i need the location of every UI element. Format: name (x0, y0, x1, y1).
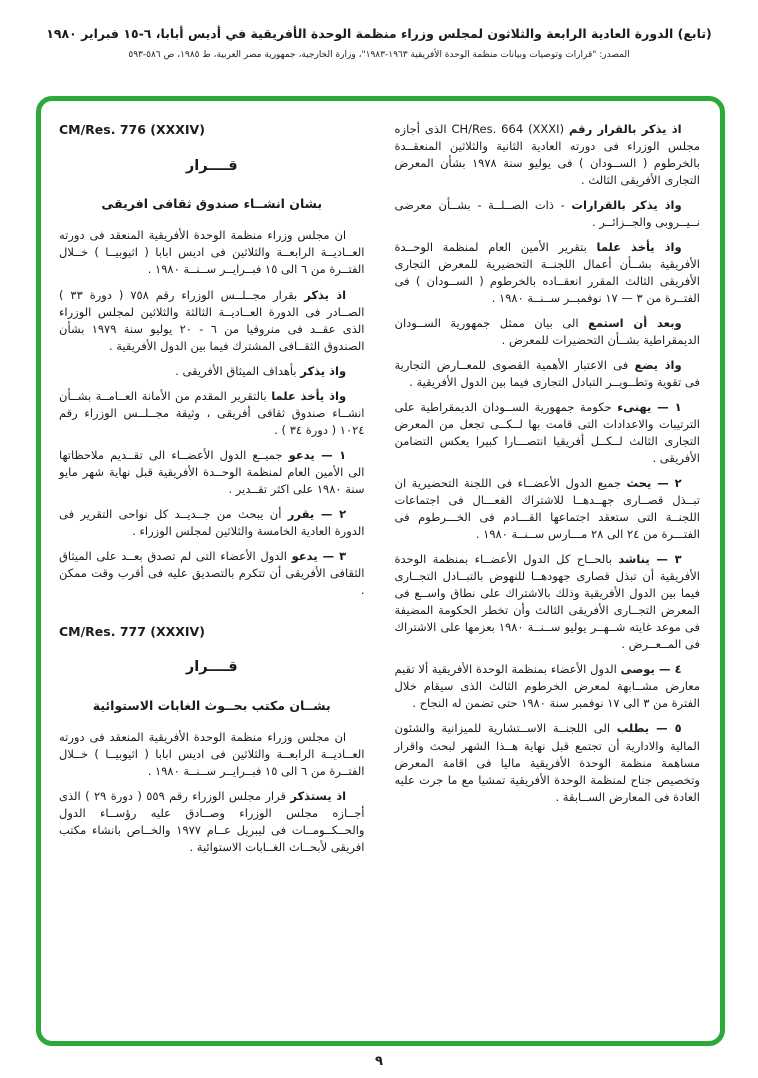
paragraph-with-resolution-ref: اذ يذكر بالقرار رقم CH/Res. 664 (XXXI) الذى أجازه مجلس الوزراء فى دورته العادية الثانية والثلاثين المنعقــدة بالخرطوم ( الســودان ) فى يوليو سنة ١٩٧٨ بشأن المعرض التجارى الأفريقى الثالث . (394, 122, 700, 188)
paragraph: ان مجلس وزراء منظمة الوحدة الأفريقية المنعقد فى دورته العــاديــة الرابعــة والثلاثين فى اديس ابابا ( اثيوبيــا ) خــلال الفتــرة من ٦ الى ١٥ فبــرايــر ســنــة ١٩٨٠ . (59, 730, 365, 779)
numbered-item-3: ٣ — يدعو الدول الأعضاء التى لم تصدق بعــد على الميثاق الثقافى الأفريقى أن تتكرم بالتصديق عليه فى أقرب وقت ممكن . (59, 548, 365, 597)
paragraph: واذ يأخذ علما بتقرير الأمين العام لمنظمة الوحــدة الأفريقية بشــأن أعمال اللجنــة التحضيرية للمعرض التجارى الأفريقى الثالث المقرر انعقــاده بالخرطوم ( الســودان ) فى الفتــرة من ٣ — ١٧ نوفمبــر ســنــة ١٩٨٠ . (394, 240, 700, 306)
resolution-777-ref: CM/Res. 777 (XXXIV) (59, 623, 205, 639)
numbered-item-2: ٢ — يقرر أن يبحث من جــديــد كل نواحى التقرير فى الدورة العادية الخامسة والثلاثين لمجلس الوزراء . (59, 506, 365, 538)
left-column (59, 121, 365, 1029)
resolution-776-subject: بشان انشــاء صندوق ثقافى افريقى (101, 195, 323, 211)
numbered-item-1: ١ — يدعو جميــع الدول الأعضــاء الى تقــديم ملاحظاتها الى الأمين العام لمنظمة الوحــدة الأفريقية قبل نهاية شهر مايو سنة ١٩٨٠ على اكثر تقــدير . (59, 447, 365, 496)
paragraph: ان مجلس وزراء منظمة الوحدة الأفريقية المنعقد فى دورته العــاديــة الرابعــة والثلاثين فى اديس ابابا ( اثيوبيــا ) خــلال الفتــرة من ٦ الى ١٥ فبــرايــر ســنــة ١٩٨٠ . (59, 228, 365, 277)
page-header (0, 0, 758, 60)
paragraph: واذ يضع فى الاعتبار الأهمية القصوى للمعــارض التجارية فى تقوية وتطــويــر التبادل التجارى فيما بين الدول الأفريقية . (394, 358, 700, 390)
resolution-776-ref: CM/Res. 776 (XXXIV) (59, 122, 205, 137)
paragraph: واذ يأخذ علما بالتقرير المقدم من الأمانة العــامــة بشــأن انشــاء صندوق ثقافى أفريقى ، وثيقة مجــلــس الوزراء رقم ١٠٢٤ ( دورة ٣٤ ) . (59, 388, 365, 437)
resolution-776-title: قــــرار (185, 157, 238, 174)
green-border-frame (36, 96, 725, 1046)
numbered-item-3: ٣ — يناشد بالحــاح كل الدول الأعضــاء بمنظمة الوحدة الأفريقية أن تبذل قصارى جهودهــا للنهوض بالتبــادل التجــارى فيما بين الدول الأفريقية وذلك بالاشتراك على نطاق واســع فى المعرض التجــارى الأفريقى الثالث وأن تخطر الحكومة المضيفة فى موعد غايته شــهــر يوليو ســنــة ١٩٨٠ بعزمها على الاشتراك فى المــعــرض . (394, 552, 700, 652)
document-source-line: المصدر: "قرارات وتوصيات وبيانات منظمة الوحدة الأفريقية ١٩٦٣-١٩٨٣"، وزارة الخارجية، جمهورية مصر العربية، ط ١٩٨٥، ص ٥٨٦-٥٩٣ (128, 50, 630, 60)
document-title: (تابع) الدورة العادية الرابعة والثلاثون لمجلس وزراء منظمة الوحدة الأفريقية في أديس أبابا، ٦-١٥ فبراير ١٩٨٠ (46, 26, 712, 41)
paragraph: وبعد أن استمع الى بيان ممثل جمهورية الســودان الديمقراطية بشــأن التحضيرات للمعرض . (394, 316, 700, 348)
right-column (395, 121, 701, 1029)
resolution-777 (59, 623, 365, 857)
numbered-item-5: ٥ — يطلب الى اللجنــة الاســتشارية للميزانية والشئون المالية والادارية أن تجتمع قبل نهاية هــذا الشهر لبحث واقرار مساهمة منظمة الوحدة الأفريقية ماليا فى اقامة المعرض وتخصيص جناح لمنظمة الوحدة الأفريقية تمشيا مع ما جرت عليه العادة فى المعارض الســابقة . (394, 721, 700, 804)
resolution-777-title: قــــرار (185, 659, 238, 676)
two-column-layout (59, 121, 700, 1029)
numbered-item-4: ٤ — يوصى الدول الأعضاء بمنظمة الوحدة الأفريقية ألا تقيم معارض مشــابهة لمعرض الخرطوم الثالث الذى سيقام خلال الفترة من ٣ الى ١٧ نوفمبر سنة ١٩٨٠ حتى تضمن له النجاح . (394, 662, 700, 711)
numbered-item-2: ٢ — يحث جميع الدول الأعضــاء فى اللجنة التحضيرية ان تبــذل قصــارى جهــدهــا للاشتراك الفعـــال فى اجتماعات اللجنــة التى ستعقد اجتماعها القـــادم فى الخـــرطوم فى الفتـــرة من ٢٤ الى ٢٨ مـــارس ســنــة ١٩٨٠ . (394, 476, 700, 542)
page-number: ٩ (375, 1054, 383, 1069)
paragraph: واذ يذكر بأهداف الميثاق الأفريقى . (175, 363, 347, 378)
paragraph: اذ يذكر بقرار مجــلــس الوزراء رقم ٧٥٨ ( دورة ٣٣ ) الصــادر فى الدورة العــاديــة الثالثة والثلاثين لمجلس الوزراء الذى عقــد فى منروفيا من ٦ - ٢٠ يوليو سنة ١٩٧٩ بشأن الصندوق الثقــافى المشترك فيما بين الدول الأفريقية . (59, 287, 365, 353)
paragraph: واذ يذكر بالقرارات - ذات الصــلــة - بشــأن معرضى نــيــروبى والجــزائــر . (394, 198, 700, 230)
resolution-776 (59, 121, 365, 599)
paragraph: اذ يستذكر قرار مجلس الوزراء رقم ٥٥٩ ( دورة ٢٩ ) الذى أجــازه مجلس الوزراء وصــادق عليه رؤســاء الدول والحــكــومــات فى ليبريل عــام ١٩٧٧ والخــاص بانشاء مكتب افريقى لأبحــاث الغــابات الاستوائية . (59, 789, 365, 855)
numbered-item-1: ١ — يهنىء حكومة جمهورية الســودان الديمقراطية على الترتيبات والاعدادات التى قامت بها لــكــى تجعل من المعرض التجارى الثالث لــكــل أفريقيا انتصـــارا كبيرا يعكس التضامن الأفريقى . (394, 400, 700, 466)
resolution-777-subject: بشــان مكتب بحــوث الغابات الاستوائية (92, 697, 331, 713)
